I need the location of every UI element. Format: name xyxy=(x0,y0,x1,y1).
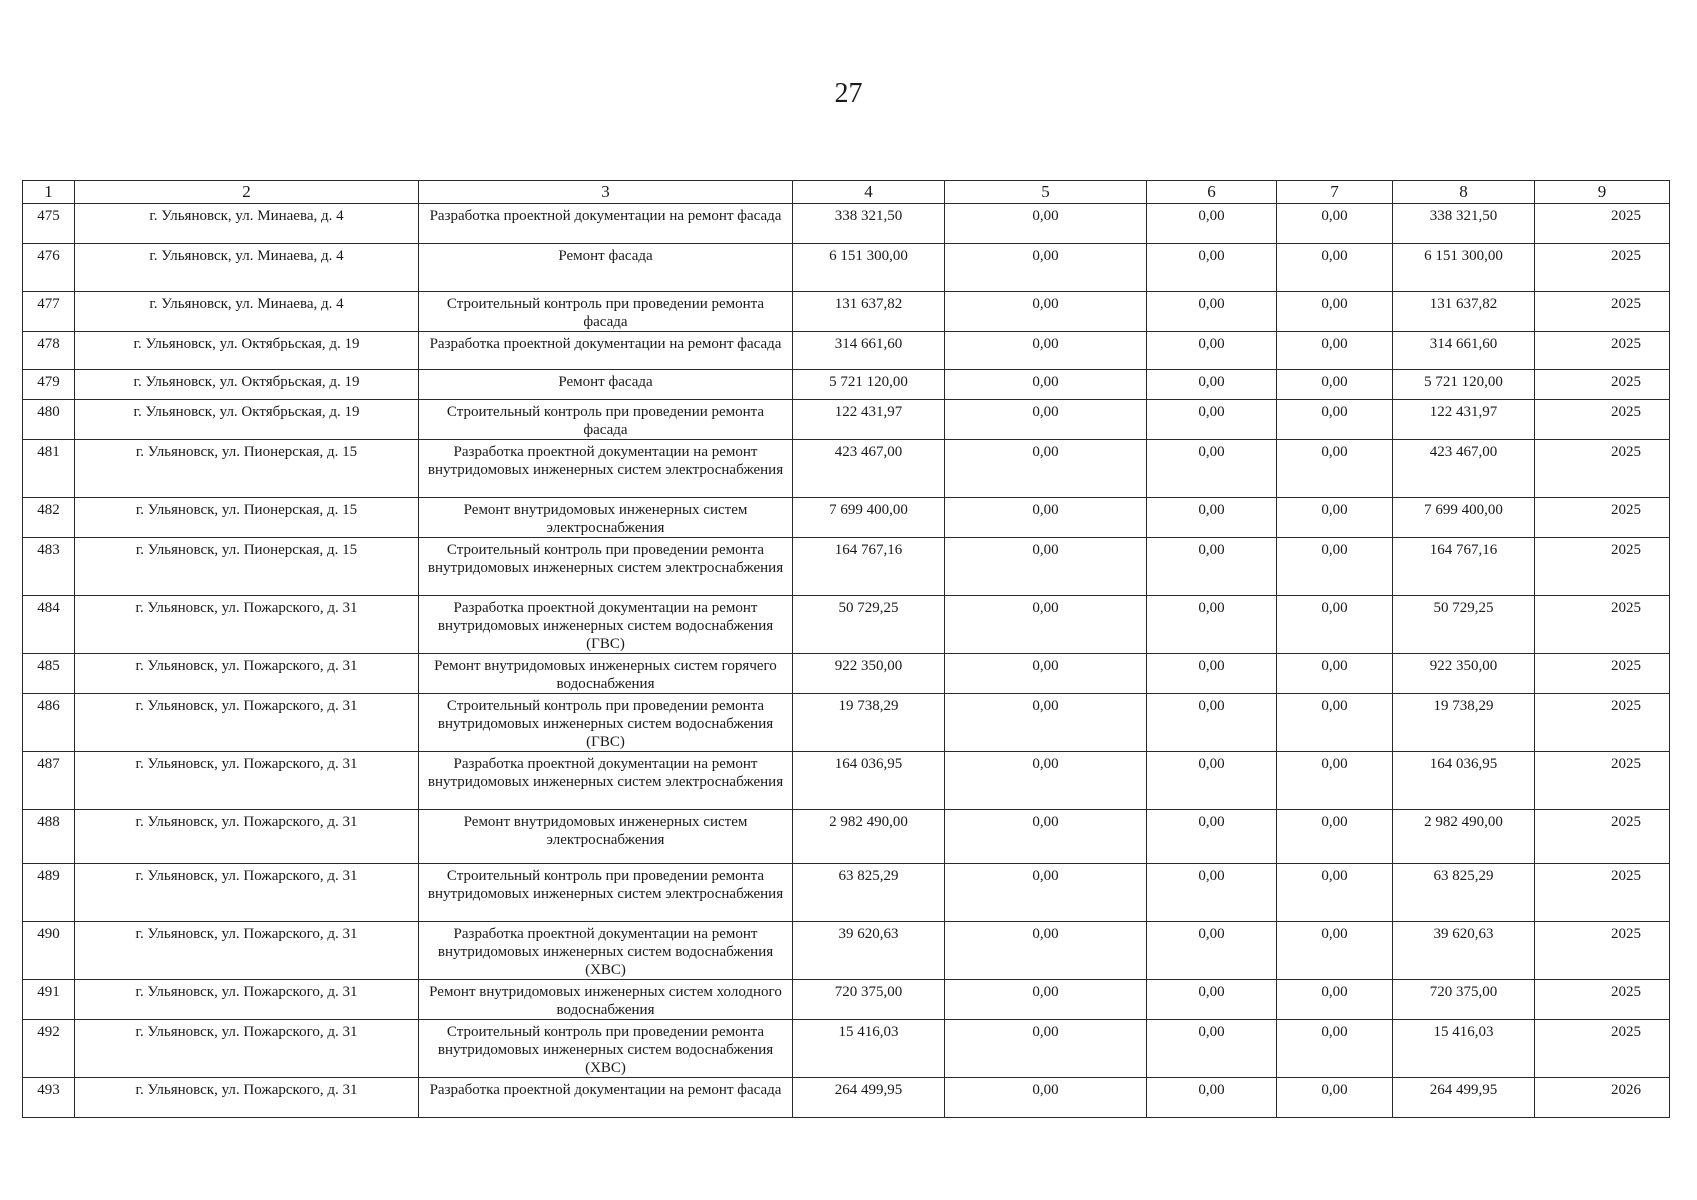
budget-cost-cell: 0,00 xyxy=(1147,370,1277,400)
owner-funds-cell: 264 499,95 xyxy=(1393,1078,1535,1118)
total-cost-cell: 19 738,29 xyxy=(793,694,945,752)
table-row xyxy=(23,440,1670,498)
owner-funds-cell: 314 661,60 xyxy=(1393,332,1535,370)
fund-cost-cell: 0,00 xyxy=(945,244,1147,292)
work-type-cell: Строительный контроль при проведении ремонта внутридомовых инженерных систем водоснабжения (ГВС) xyxy=(419,694,793,752)
fund-cost-cell: 0,00 xyxy=(945,654,1147,694)
table-row xyxy=(23,1078,1670,1118)
table-row xyxy=(23,596,1670,654)
column-header: 2 xyxy=(75,181,419,204)
year-cell: 2025 xyxy=(1535,654,1670,694)
local-budget-cell: 0,00 xyxy=(1277,1078,1393,1118)
budget-cost-cell: 0,00 xyxy=(1147,440,1277,498)
local-budget-cell: 0,00 xyxy=(1277,332,1393,370)
owner-funds-cell: 63 825,29 xyxy=(1393,864,1535,922)
fund-cost-cell: 0,00 xyxy=(945,440,1147,498)
total-cost-cell: 5 721 120,00 xyxy=(793,370,945,400)
year-cell: 2025 xyxy=(1535,1020,1670,1078)
address-cell: г. Ульяновск, ул. Пожарского, д. 31 xyxy=(75,694,419,752)
year-cell: 2025 xyxy=(1535,204,1670,244)
work-type-cell: Разработка проектной документации на ремонт внутридомовых инженерных систем электроснабжения xyxy=(419,440,793,498)
owner-funds-cell: 131 637,82 xyxy=(1393,292,1535,332)
work-type-cell: Строительный контроль при проведении ремонта внутридомовых инженерных систем водоснабжения (ХВС) xyxy=(419,1020,793,1078)
local-budget-cell: 0,00 xyxy=(1277,596,1393,654)
address-cell: г. Ульяновск, ул. Пожарского, д. 31 xyxy=(75,810,419,864)
year-cell: 2025 xyxy=(1535,596,1670,654)
table-row xyxy=(23,204,1670,244)
owner-funds-cell: 5 721 120,00 xyxy=(1393,370,1535,400)
row-number: 481 xyxy=(23,440,75,498)
local-budget-cell: 0,00 xyxy=(1277,538,1393,596)
address-cell: г. Ульяновск, ул. Октябрьская, д. 19 xyxy=(75,332,419,370)
work-type-cell: Разработка проектной документации на ремонт внутридомовых инженерных систем водоснабжения (ХВС) xyxy=(419,922,793,980)
table-row xyxy=(23,244,1670,292)
year-cell: 2025 xyxy=(1535,922,1670,980)
fund-cost-cell: 0,00 xyxy=(945,400,1147,440)
owner-funds-cell: 7 699 400,00 xyxy=(1393,498,1535,538)
work-type-cell: Разработка проектной документации на ремонт фасада xyxy=(419,1078,793,1118)
budget-cost-cell: 0,00 xyxy=(1147,810,1277,864)
column-header: 3 xyxy=(419,181,793,204)
row-number: 487 xyxy=(23,752,75,810)
address-cell: г. Ульяновск, ул. Пожарского, д. 31 xyxy=(75,1020,419,1078)
table-row xyxy=(23,1020,1670,1078)
table-row xyxy=(23,400,1670,440)
work-type-cell: Ремонт внутридомовых инженерных систем электроснабжения xyxy=(419,498,793,538)
total-cost-cell: 50 729,25 xyxy=(793,596,945,654)
budget-cost-cell: 0,00 xyxy=(1147,1078,1277,1118)
address-cell: г. Ульяновск, ул. Минаева, д. 4 xyxy=(75,204,419,244)
table-row xyxy=(23,694,1670,752)
address-cell: г. Ульяновск, ул. Пожарского, д. 31 xyxy=(75,980,419,1020)
row-number: 478 xyxy=(23,332,75,370)
work-type-cell: Ремонт фасада xyxy=(419,244,793,292)
owner-funds-cell: 164 036,95 xyxy=(1393,752,1535,810)
local-budget-cell: 0,00 xyxy=(1277,370,1393,400)
row-number: 489 xyxy=(23,864,75,922)
total-cost-cell: 720 375,00 xyxy=(793,980,945,1020)
budget-cost-cell: 0,00 xyxy=(1147,752,1277,810)
fund-cost-cell: 0,00 xyxy=(945,498,1147,538)
fund-cost-cell: 0,00 xyxy=(945,810,1147,864)
local-budget-cell: 0,00 xyxy=(1277,292,1393,332)
total-cost-cell: 6 151 300,00 xyxy=(793,244,945,292)
row-number: 476 xyxy=(23,244,75,292)
address-cell: г. Ульяновск, ул. Октябрьская, д. 19 xyxy=(75,370,419,400)
budget-cost-cell: 0,00 xyxy=(1147,498,1277,538)
column-header: 5 xyxy=(945,181,1147,204)
address-cell: г. Ульяновск, ул. Пионерская, д. 15 xyxy=(75,498,419,538)
local-budget-cell: 0,00 xyxy=(1277,752,1393,810)
work-type-cell: Строительный контроль при проведении ремонта внутридомовых инженерных систем электроснабжения xyxy=(419,538,793,596)
total-cost-cell: 2 982 490,00 xyxy=(793,810,945,864)
address-cell: г. Ульяновск, ул. Пионерская, д. 15 xyxy=(75,538,419,596)
budget-cost-cell: 0,00 xyxy=(1147,400,1277,440)
address-cell: г. Ульяновск, ул. Пожарского, д. 31 xyxy=(75,922,419,980)
total-cost-cell: 39 620,63 xyxy=(793,922,945,980)
year-cell: 2025 xyxy=(1535,400,1670,440)
budget-cost-cell: 0,00 xyxy=(1147,980,1277,1020)
budget-cost-cell: 0,00 xyxy=(1147,694,1277,752)
fund-cost-cell: 0,00 xyxy=(945,204,1147,244)
table-row xyxy=(23,370,1670,400)
budget-cost-cell: 0,00 xyxy=(1147,596,1277,654)
address-cell: г. Ульяновск, ул. Минаева, д. 4 xyxy=(75,292,419,332)
work-type-cell: Строительный контроль при проведении ремонта внутридомовых инженерных систем электроснабжения xyxy=(419,864,793,922)
budget-cost-cell: 0,00 xyxy=(1147,922,1277,980)
column-header: 6 xyxy=(1147,181,1277,204)
table-row xyxy=(23,810,1670,864)
local-budget-cell: 0,00 xyxy=(1277,244,1393,292)
address-cell: г. Ульяновск, ул. Пионерская, д. 15 xyxy=(75,440,419,498)
fund-cost-cell: 0,00 xyxy=(945,370,1147,400)
page-number: 27 xyxy=(834,78,863,109)
table-row xyxy=(23,292,1670,332)
work-type-cell: Строительный контроль при проведении ремонта фасада xyxy=(419,400,793,440)
address-cell: г. Ульяновск, ул. Пожарского, д. 31 xyxy=(75,596,419,654)
total-cost-cell: 15 416,03 xyxy=(793,1020,945,1078)
fund-cost-cell: 0,00 xyxy=(945,332,1147,370)
owner-funds-cell: 39 620,63 xyxy=(1393,922,1535,980)
row-number: 480 xyxy=(23,400,75,440)
local-budget-cell: 0,00 xyxy=(1277,810,1393,864)
row-number: 485 xyxy=(23,654,75,694)
row-number: 491 xyxy=(23,980,75,1020)
row-number: 493 xyxy=(23,1078,75,1118)
local-budget-cell: 0,00 xyxy=(1277,864,1393,922)
column-header: 8 xyxy=(1393,181,1535,204)
total-cost-cell: 122 431,97 xyxy=(793,400,945,440)
total-cost-cell: 164 036,95 xyxy=(793,752,945,810)
fund-cost-cell: 0,00 xyxy=(945,864,1147,922)
year-cell: 2025 xyxy=(1535,864,1670,922)
fund-cost-cell: 0,00 xyxy=(945,752,1147,810)
address-cell: г. Ульяновск, ул. Пожарского, д. 31 xyxy=(75,864,419,922)
owner-funds-cell: 15 416,03 xyxy=(1393,1020,1535,1078)
fund-cost-cell: 0,00 xyxy=(945,694,1147,752)
table-row xyxy=(23,538,1670,596)
work-type-cell: Разработка проектной документации на ремонт внутридомовых инженерных систем электроснабжения xyxy=(419,752,793,810)
owner-funds-cell: 2 982 490,00 xyxy=(1393,810,1535,864)
fund-cost-cell: 0,00 xyxy=(945,538,1147,596)
address-cell: г. Ульяновск, ул. Пожарского, д. 31 xyxy=(75,1078,419,1118)
column-header: 7 xyxy=(1277,181,1393,204)
budget-cost-cell: 0,00 xyxy=(1147,204,1277,244)
total-cost-cell: 164 767,16 xyxy=(793,538,945,596)
year-cell: 2025 xyxy=(1535,980,1670,1020)
year-cell: 2025 xyxy=(1535,370,1670,400)
row-number: 477 xyxy=(23,292,75,332)
local-budget-cell: 0,00 xyxy=(1277,400,1393,440)
table-row xyxy=(23,980,1670,1020)
year-cell: 2025 xyxy=(1535,694,1670,752)
total-cost-cell: 922 350,00 xyxy=(793,654,945,694)
row-number: 492 xyxy=(23,1020,75,1078)
local-budget-cell: 0,00 xyxy=(1277,922,1393,980)
data-table xyxy=(22,180,1670,1118)
owner-funds-cell: 19 738,29 xyxy=(1393,694,1535,752)
row-number: 490 xyxy=(23,922,75,980)
row-number: 486 xyxy=(23,694,75,752)
owner-funds-cell: 6 151 300,00 xyxy=(1393,244,1535,292)
year-cell: 2025 xyxy=(1535,498,1670,538)
address-cell: г. Ульяновск, ул. Октябрьская, д. 19 xyxy=(75,400,419,440)
total-cost-cell: 423 467,00 xyxy=(793,440,945,498)
owner-funds-cell: 423 467,00 xyxy=(1393,440,1535,498)
table-row xyxy=(23,498,1670,538)
fund-cost-cell: 0,00 xyxy=(945,596,1147,654)
row-number: 484 xyxy=(23,596,75,654)
work-type-cell: Разработка проектной документации на ремонт фасада xyxy=(419,204,793,244)
work-type-cell: Строительный контроль при проведении ремонта фасада xyxy=(419,292,793,332)
budget-cost-cell: 0,00 xyxy=(1147,332,1277,370)
local-budget-cell: 0,00 xyxy=(1277,694,1393,752)
year-cell: 2025 xyxy=(1535,440,1670,498)
table-body xyxy=(23,204,1670,1118)
total-cost-cell: 131 637,82 xyxy=(793,292,945,332)
table-header xyxy=(23,181,1670,204)
column-header: 1 xyxy=(23,181,75,204)
fund-cost-cell: 0,00 xyxy=(945,922,1147,980)
address-cell: г. Ульяновск, ул. Пожарского, д. 31 xyxy=(75,752,419,810)
total-cost-cell: 314 661,60 xyxy=(793,332,945,370)
work-type-cell: Ремонт внутридомовых инженерных систем горячего водоснабжения xyxy=(419,654,793,694)
budget-cost-cell: 0,00 xyxy=(1147,864,1277,922)
owner-funds-cell: 338 321,50 xyxy=(1393,204,1535,244)
owner-funds-cell: 122 431,97 xyxy=(1393,400,1535,440)
fund-cost-cell: 0,00 xyxy=(945,1020,1147,1078)
address-cell: г. Ульяновск, ул. Минаева, д. 4 xyxy=(75,244,419,292)
budget-cost-cell: 0,00 xyxy=(1147,292,1277,332)
table-row xyxy=(23,752,1670,810)
row-number: 488 xyxy=(23,810,75,864)
work-type-cell: Ремонт фасада xyxy=(419,370,793,400)
total-cost-cell: 264 499,95 xyxy=(793,1078,945,1118)
fund-cost-cell: 0,00 xyxy=(945,980,1147,1020)
year-cell: 2025 xyxy=(1535,332,1670,370)
local-budget-cell: 0,00 xyxy=(1277,440,1393,498)
row-number: 479 xyxy=(23,370,75,400)
header-row xyxy=(23,181,1670,204)
table-row xyxy=(23,864,1670,922)
budget-cost-cell: 0,00 xyxy=(1147,1020,1277,1078)
row-number: 475 xyxy=(23,204,75,244)
column-header: 4 xyxy=(793,181,945,204)
address-cell: г. Ульяновск, ул. Пожарского, д. 31 xyxy=(75,654,419,694)
work-type-cell: Разработка проектной документации на ремонт фасада xyxy=(419,332,793,370)
local-budget-cell: 0,00 xyxy=(1277,1020,1393,1078)
year-cell: 2025 xyxy=(1535,752,1670,810)
column-header: 9 xyxy=(1535,181,1670,204)
fund-cost-cell: 0,00 xyxy=(945,292,1147,332)
total-cost-cell: 7 699 400,00 xyxy=(793,498,945,538)
year-cell: 2025 xyxy=(1535,810,1670,864)
owner-funds-cell: 164 767,16 xyxy=(1393,538,1535,596)
total-cost-cell: 63 825,29 xyxy=(793,864,945,922)
local-budget-cell: 0,00 xyxy=(1277,498,1393,538)
budget-cost-cell: 0,00 xyxy=(1147,244,1277,292)
owner-funds-cell: 50 729,25 xyxy=(1393,596,1535,654)
row-number: 483 xyxy=(23,538,75,596)
table-row xyxy=(23,922,1670,980)
table-row xyxy=(23,654,1670,694)
owner-funds-cell: 922 350,00 xyxy=(1393,654,1535,694)
year-cell: 2025 xyxy=(1535,292,1670,332)
budget-cost-cell: 0,00 xyxy=(1147,538,1277,596)
budget-cost-cell: 0,00 xyxy=(1147,654,1277,694)
table-row xyxy=(23,332,1670,370)
local-budget-cell: 0,00 xyxy=(1277,980,1393,1020)
local-budget-cell: 0,00 xyxy=(1277,204,1393,244)
total-cost-cell: 338 321,50 xyxy=(793,204,945,244)
local-budget-cell: 0,00 xyxy=(1277,654,1393,694)
owner-funds-cell: 720 375,00 xyxy=(1393,980,1535,1020)
row-number: 482 xyxy=(23,498,75,538)
work-type-cell: Разработка проектной документации на ремонт внутридомовых инженерных систем водоснабжения (ГВС) xyxy=(419,596,793,654)
work-type-cell: Ремонт внутридомовых инженерных систем электроснабжения xyxy=(419,810,793,864)
fund-cost-cell: 0,00 xyxy=(945,1078,1147,1118)
year-cell: 2025 xyxy=(1535,538,1670,596)
work-type-cell: Ремонт внутридомовых инженерных систем холодного водоснабжения xyxy=(419,980,793,1020)
year-cell: 2025 xyxy=(1535,244,1670,292)
year-cell: 2026 xyxy=(1535,1078,1670,1118)
